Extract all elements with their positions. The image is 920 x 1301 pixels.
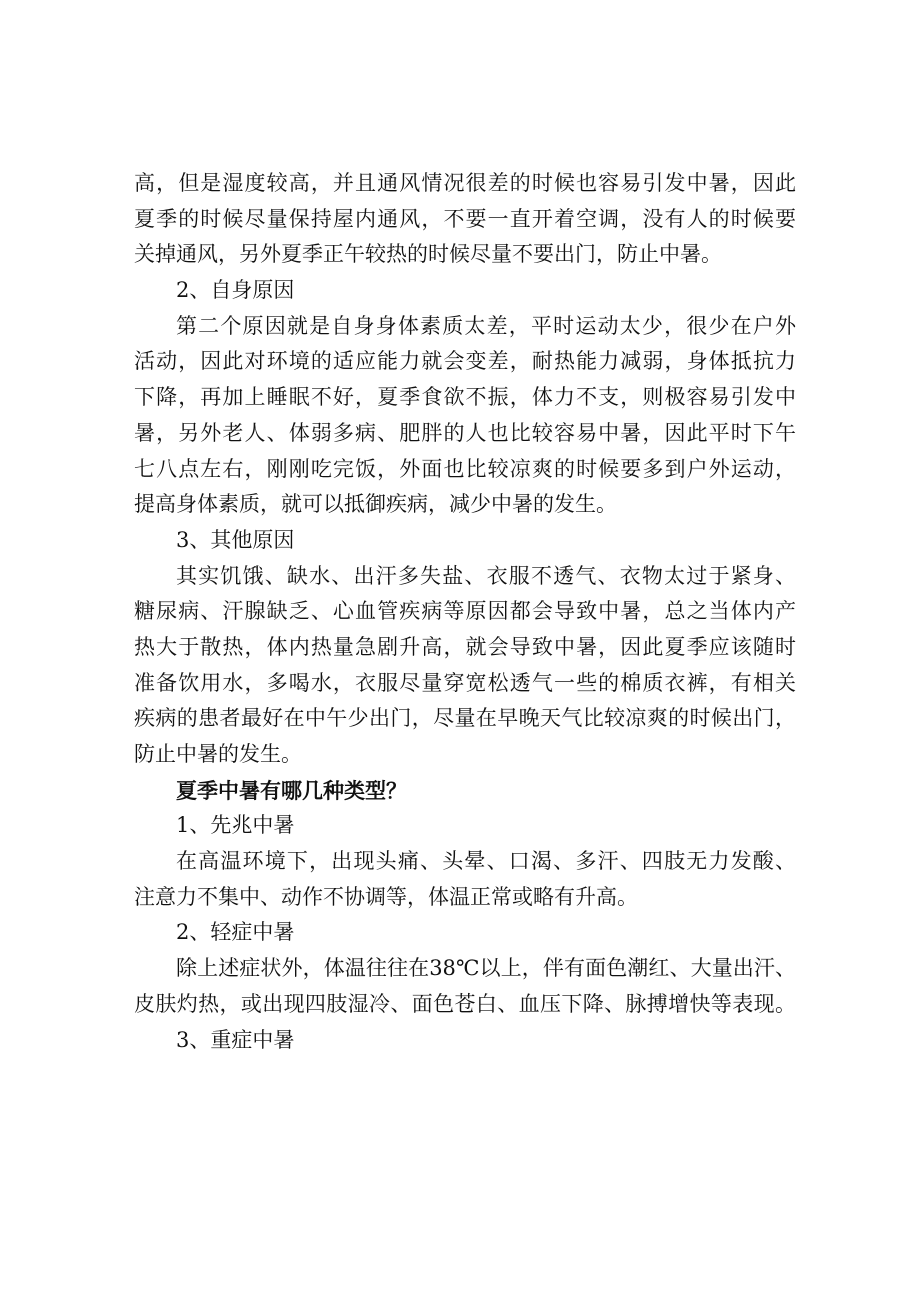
paragraph-line: 第二个原因就是自身身体素质太差，平时运动太少，很少在户外 xyxy=(176,313,796,338)
section-heading: 2、自身原因 xyxy=(176,278,295,303)
paragraph-line: 夏季的时候尽量保持屋内通风，不要一直开着空调，没有人的时候要 xyxy=(134,206,796,231)
paragraph-line: 皮肤灼热，或出现四肢湿冷、面色苍白、血压下降、脉搏增快等表现。 xyxy=(134,991,796,1016)
paragraph-line: 防止中暑的发生。 xyxy=(134,742,302,766)
paragraph-line: 暑，另外老人、体弱多病、肥胖的人也比较容易中暑，因此平时下午 xyxy=(134,420,796,445)
paragraph-line: 关掉通风，另外夏季正午较热的时候尽量不要出门，防止中暑。 xyxy=(134,242,722,267)
section-heading: 3、其他原因 xyxy=(176,527,295,552)
paragraph-line: 热大于散热，体内热量急剧升高，就会导致中暑，因此夏季应该随时 xyxy=(134,634,796,659)
document-body xyxy=(134,166,796,1058)
paragraph-line: 其实饥饿、缺水、出汗多失盐、衣服不透气、衣物太过于紧身、 xyxy=(176,563,796,588)
section-heading: 2、轻症中暑 xyxy=(176,920,295,945)
paragraph-line: 提高身体素质，就可以抵御疾病，减少中暑的发生。 xyxy=(134,492,617,517)
section-heading: 3、重症中暑 xyxy=(176,1027,295,1052)
paragraph-line: 除上述症状外，体温往往在38℃以上，伴有面色潮红、大量出汗、 xyxy=(176,956,796,981)
section-heading: 1、先兆中暑 xyxy=(176,813,295,838)
paragraph-line: 在高温环境下，出现头痛、头晕、口渴、多汗、四肢无力发酸、 xyxy=(176,849,796,874)
paragraph-line: 高，但是湿度较高，并且通风情况很差的时候也容易引发中暑，因此 xyxy=(134,171,796,195)
paragraph-line: 糖尿病、汗腺缺乏、心血管疾病等原因都会导致中暑，总之当体内产 xyxy=(134,599,796,624)
paragraph-line: 活动，因此对环境的适应能力就会变差，耐热能力减弱，身体抵抗力 xyxy=(134,349,796,374)
paragraph-line: 七八点左右，刚刚吃完饭，外面也比较凉爽的时候要多到户外运动， xyxy=(134,456,796,481)
paragraph-line: 准备饮用水，多喝水，衣服尽量穿宽松透气一些的棉质衣裤，有相关 xyxy=(134,670,796,695)
paragraph-line: 下降，再加上睡眠不好，夏季食欲不振，体力不支，则极容易引发中 xyxy=(134,385,796,410)
question-heading: 夏季中暑有哪几种类型？ xyxy=(176,777,407,803)
paragraph-line: 注意力不集中、动作不协调等，体温正常或略有升高。 xyxy=(134,884,638,909)
paragraph-line: 疾病的患者最好在中午少出门，尽量在早晚天气比较凉爽的时候出门， xyxy=(134,706,796,731)
